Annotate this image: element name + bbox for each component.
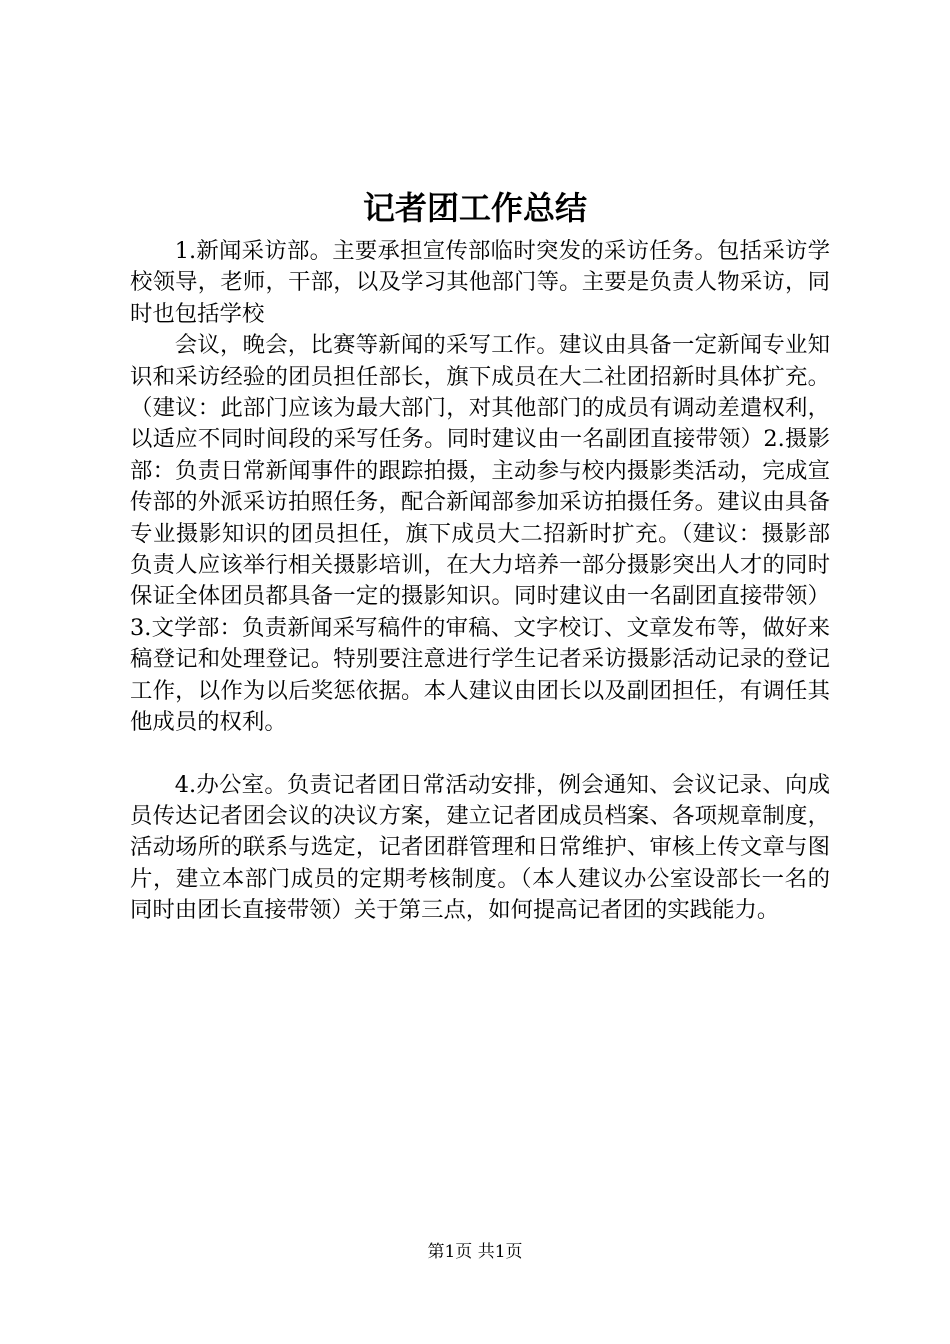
paragraph-departments-detail: 会议，晚会，比赛等新闻的采写工作。建议由具备一定新闻专业知识和采访经验的团员担任部长，旗下成员在大二社团招新时具体扩充。（建议：此部门应该为最大部门，对其他部门的成员有调动差遣权利，以适应不同时间段的采写任务。同时建议由一名副团直接带领）2.摄影部：负责日常新闻事件的跟踪拍摄，主动参与校内摄影类活动，完成宣传部的外派采访拍照任务，配合新闻部参加采访拍摄任务。建议由具备专业摄影知识的团员担任，旗下成员大二招新时扩充。（建议：摄影部负责人应该举行相关摄影培训，在大力培养一部分摄影突出人才的同时保证全体团员都具备一定的摄影知识。同时建议由一名副团直接带领）3.文学部：负责新闻采写稿件的审稿、文字校订、文章发布等，做好来稿登记和处理登记。特别要注意进行学生记者采访摄影活动记录的登记工作，以作为以后奖惩依据。本人建议由团长以及副团担任，有调任其他成员的权利。 [130, 332, 830, 736]
paragraph-office: 4.办公室。负责记者团日常活动安排，例会通知、会议记录、向成员传达记者团会议的决议方案，建立记者团成员档案、各项规章制度，活动场所的联系与选定，记者团群管理和日常维护、审核上传文章与图片，建立本部门成员的定期考核制度。（本人建议办公室设部长一名的同时由团长直接带领）关于第三点，如何提高记者团的实践能力。 [130, 771, 830, 924]
document-body [130, 236, 830, 927]
page-number-footer: 第1页 共1页 [427, 1242, 523, 1262]
page-title: 记者团工作总结 [362, 189, 587, 227]
paragraph-news-department: 1.新闻采访部。主要承担宣传部临时突发的采访任务。包括采访学校领导，老师，干部，以及学习其他部门等。主要是负责人物采访，同时也包括学校 [130, 238, 830, 327]
